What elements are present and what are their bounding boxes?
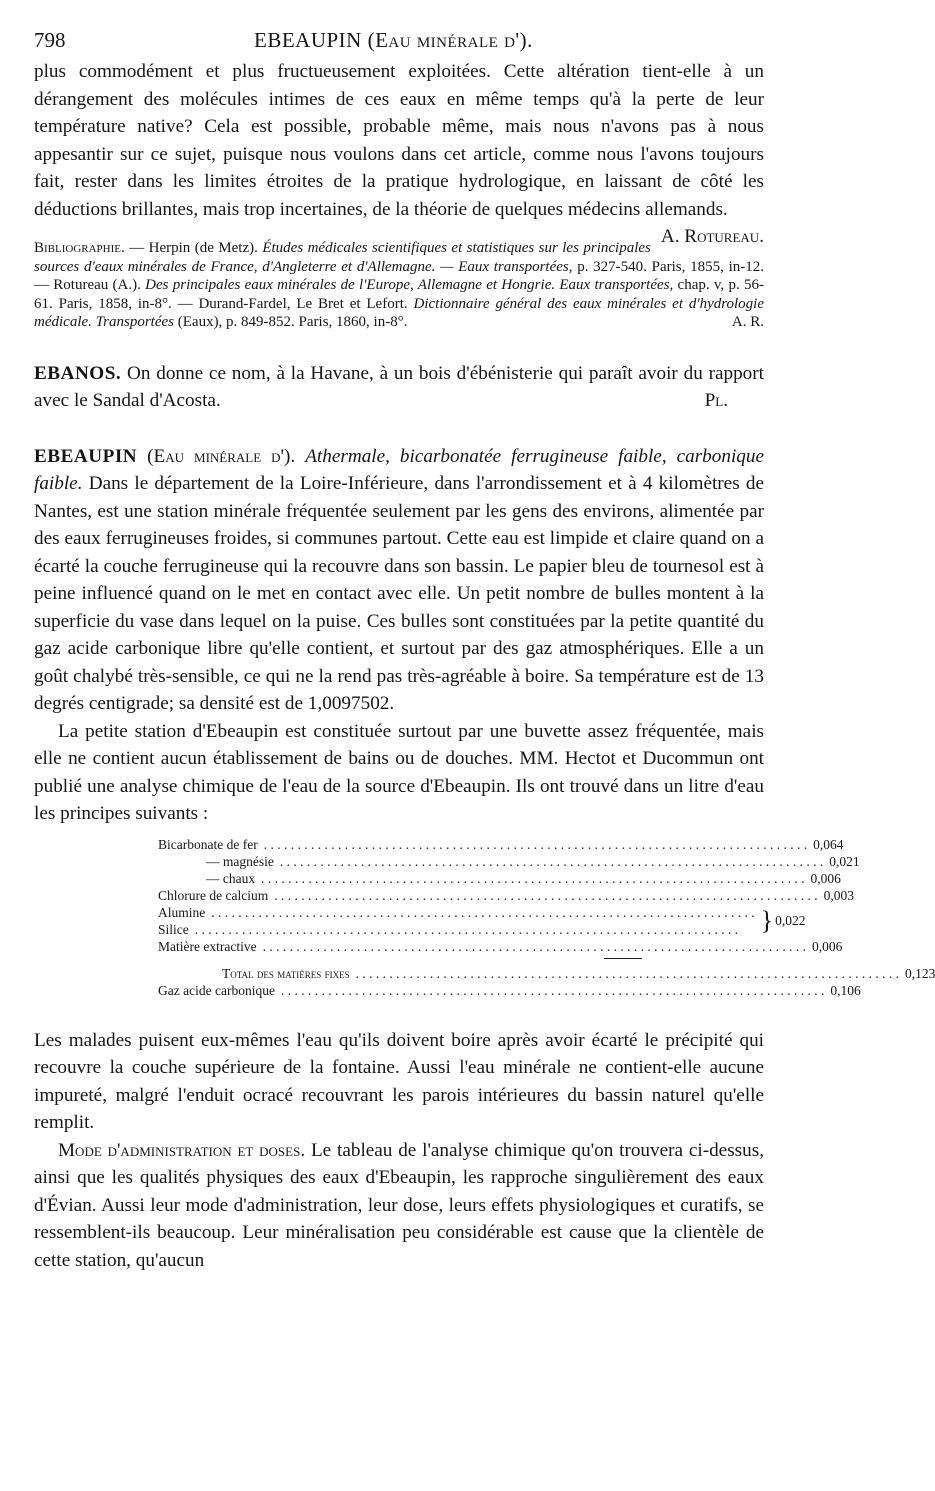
analysis-row bbox=[158, 870, 841, 887]
analysis-row bbox=[158, 836, 844, 853]
mode-text: Le tableau de l'analyse chimique qu'on trouvera ci-dessus, ainsi que les qualités physiques des eaux d'Ebeaupin, les rapproche singulièrement des eaux d'Évian. Aussi leur mode d'administration, leur dose, leurs effets physiologiques et curatifs, se ressemblent-ils beaucoup. Leur minéralisation peu considérable est cause que la clientèle de cette station, qu'aucun bbox=[34, 1139, 764, 1271]
analysis-label: Alumine bbox=[158, 904, 206, 920]
analysis-row bbox=[158, 921, 761, 938]
leader-dots bbox=[264, 836, 807, 853]
leader-dots bbox=[280, 853, 823, 870]
entry-ebanos bbox=[34, 360, 764, 415]
bibliography bbox=[34, 239, 764, 332]
leader-dots bbox=[281, 982, 824, 999]
running-title-main: EBEAUPIN bbox=[254, 28, 362, 52]
bibliography-signature: A. R. bbox=[731, 314, 764, 331]
brace: } bbox=[760, 905, 774, 935]
leader-dots bbox=[263, 938, 806, 955]
ebanos-text: On donne ce nom, à la Havane, à un bois d'ébénisterie qui paraît avoir du rapport avec le Sandal d'Acosta. bbox=[34, 362, 764, 412]
ebeaupin-qualifiers: Athermale, bicarbonatée ferrugineuse faible, carbonique faible. bbox=[34, 445, 765, 495]
running-head bbox=[34, 28, 764, 58]
leader-dots bbox=[211, 904, 754, 921]
analysis-row bbox=[158, 904, 761, 921]
analysis-total-value: 0,123 bbox=[905, 965, 935, 981]
analysis-group-lines bbox=[158, 904, 761, 938]
running-title-sub: (Eau minérale d'). bbox=[367, 28, 533, 52]
bibliography-label: Bibliographie. bbox=[34, 240, 125, 256]
entry-ebeaupin bbox=[34, 443, 764, 718]
running-title bbox=[254, 28, 533, 53]
analysis-value: 0,064 bbox=[813, 836, 844, 852]
bibliography-title-3: Dictionnaire général des eaux minérales et d'hydrologie médicale. Transportées bbox=[34, 295, 764, 331]
signature-rotureau: A. Rotureau. bbox=[660, 226, 764, 247]
analysis-value: 0,003 bbox=[823, 887, 854, 903]
analysis-value: 0,021 bbox=[829, 853, 860, 869]
bibliography-text-2: p. 327-540. Paris, 1855, in-12. — Rotureau (A.). bbox=[34, 258, 764, 294]
continuation-text: plus commodément et plus fructueusement exploitées. Cette altération tient-elle à un dérangement des molécules intimes de ces eaux en même temps qu'à la perte de leur température native? Cela est possible, probable même, mais nous n'avons pas à nous appesantir sur ce sujet, puisque nous voulons dans cet article, comme nous l'avons toujours fait, rester dans les limites étroites de la pratique hydrologique, en laissant de côté les déductions brillantes, mais trop incertaines, de la théorie de quelques médecins allemands. bbox=[34, 61, 764, 220]
headword-ebeaupin: EBEAUPIN bbox=[34, 445, 138, 467]
analysis-label: Matière extractive bbox=[158, 938, 257, 954]
page-number: 798 bbox=[34, 28, 66, 52]
ebeaupin-p1: Dans le département de la Loire-Inférieure, dans l'arrondissement et à 4 kilomètres de Nantes, est une station minérale fréquentée seulement par les gens des environs, alimentée par des eaux ferrugineuses froides, si communes partout. Cette eau est limpide et claire quand on a écarté la couche ferrugineuse qui la recouvre dans son bassin. Le papier bleu de tournesol est à peine influencé quand on le met en contact avec elle. Un petit nombre de bulles montent à la superficie du vase dans lequel on la puise. Ces bulles sont constituées par la petite quantité du gaz acide carbonique libre qu'elle contient, et surtout par des gaz atmosphériques. Elle a un goût chalybé très-sensible, ce qui ne la rend pas très-agréable à boire. Sa température est de 13 degrés centigrade; sa densité est de 1,0097502. bbox=[34, 473, 764, 715]
analysis-row bbox=[158, 887, 854, 904]
analysis-total-row bbox=[158, 965, 935, 982]
analysis-group bbox=[158, 904, 806, 938]
bibliography-text-1: — Herpin (de Metz). bbox=[124, 240, 263, 256]
analysis-table bbox=[158, 836, 935, 999]
analysis-value: 0,006 bbox=[810, 870, 841, 886]
bibliography-title-1: Études médicales scientifiques et statistiques sur les principales sources d'eaux minérales de France, d'Angleterre et d'Allemagne. — Eaux transportées, bbox=[34, 240, 651, 275]
leader-dots bbox=[195, 921, 755, 938]
analysis-label: — magnésie bbox=[206, 853, 274, 869]
headword-sub: (Eau minérale d'). bbox=[137, 445, 306, 467]
analysis-gas-row bbox=[158, 982, 861, 999]
signature-pl: Pl. bbox=[704, 390, 728, 412]
analysis-gas-label: Gaz acide carbonique bbox=[158, 982, 275, 998]
mode-label: Mode d'administration et doses. bbox=[58, 1139, 306, 1161]
analysis-gas-value: 0,106 bbox=[830, 982, 861, 998]
ebeaupin-paragraph-2: La petite station d'Ebeaupin est constituée surtout par une buvette assez fréquentée, mais elle ne contient aucun établissement de bains ou de douches. MM. Hectot et Ducommun ont publié une analyse chimique de l'eau de la source d'Ebeaupin. Ils ont trouvé dans un litre d'eau les principes suivants : bbox=[34, 720, 764, 825]
leader-dots bbox=[274, 887, 817, 904]
continuation-paragraph bbox=[34, 58, 764, 247]
bibliography-text-4: (Eaux), p. 849-852. Paris, 1860, in-8°. bbox=[174, 314, 408, 331]
analysis-value: 0,006 bbox=[811, 938, 843, 954]
analysis-row bbox=[158, 938, 843, 955]
analysis-group-value: 0,022 bbox=[775, 913, 806, 929]
analysis-label: Chlorure de calcium bbox=[158, 887, 269, 903]
analysis-total-label: Total des matières fixes bbox=[222, 965, 350, 981]
analysis-label: — chaux bbox=[206, 870, 256, 886]
leader-dots bbox=[356, 965, 899, 982]
analysis-label: Bicarbonate de fer bbox=[158, 836, 258, 852]
paragraph-malades: Les malades puisent eux-mêmes l'eau qu'ils doivent boire après avoir écarté le précipité qui recouvre la couche supérieure de la fontaine. Aussi l'eau minérale ne contient-elle aucune impureté, malgré l'enduit ocracé recouvrant les parois intérieures du bassin naturel qu'elle remplit. bbox=[34, 1029, 764, 1134]
headword-ebanos: EBANOS. bbox=[34, 362, 122, 384]
bibliography-text-3: chap. v, p. 56-61. Paris, 1858, in-8°. — Durand-Fardel, Le Bret et Lefort. bbox=[34, 277, 764, 312]
analysis-row bbox=[158, 853, 860, 870]
sum-rule bbox=[604, 958, 642, 959]
analysis-label: Silice bbox=[158, 921, 189, 937]
bibliography-title-2: Des principales eaux minérales de l'Europe, Allemagne et Hongrie. Eaux transportées, bbox=[145, 277, 674, 294]
paragraph-mode bbox=[34, 1137, 764, 1275]
page bbox=[34, 28, 935, 1274]
leader-dots bbox=[261, 870, 804, 887]
